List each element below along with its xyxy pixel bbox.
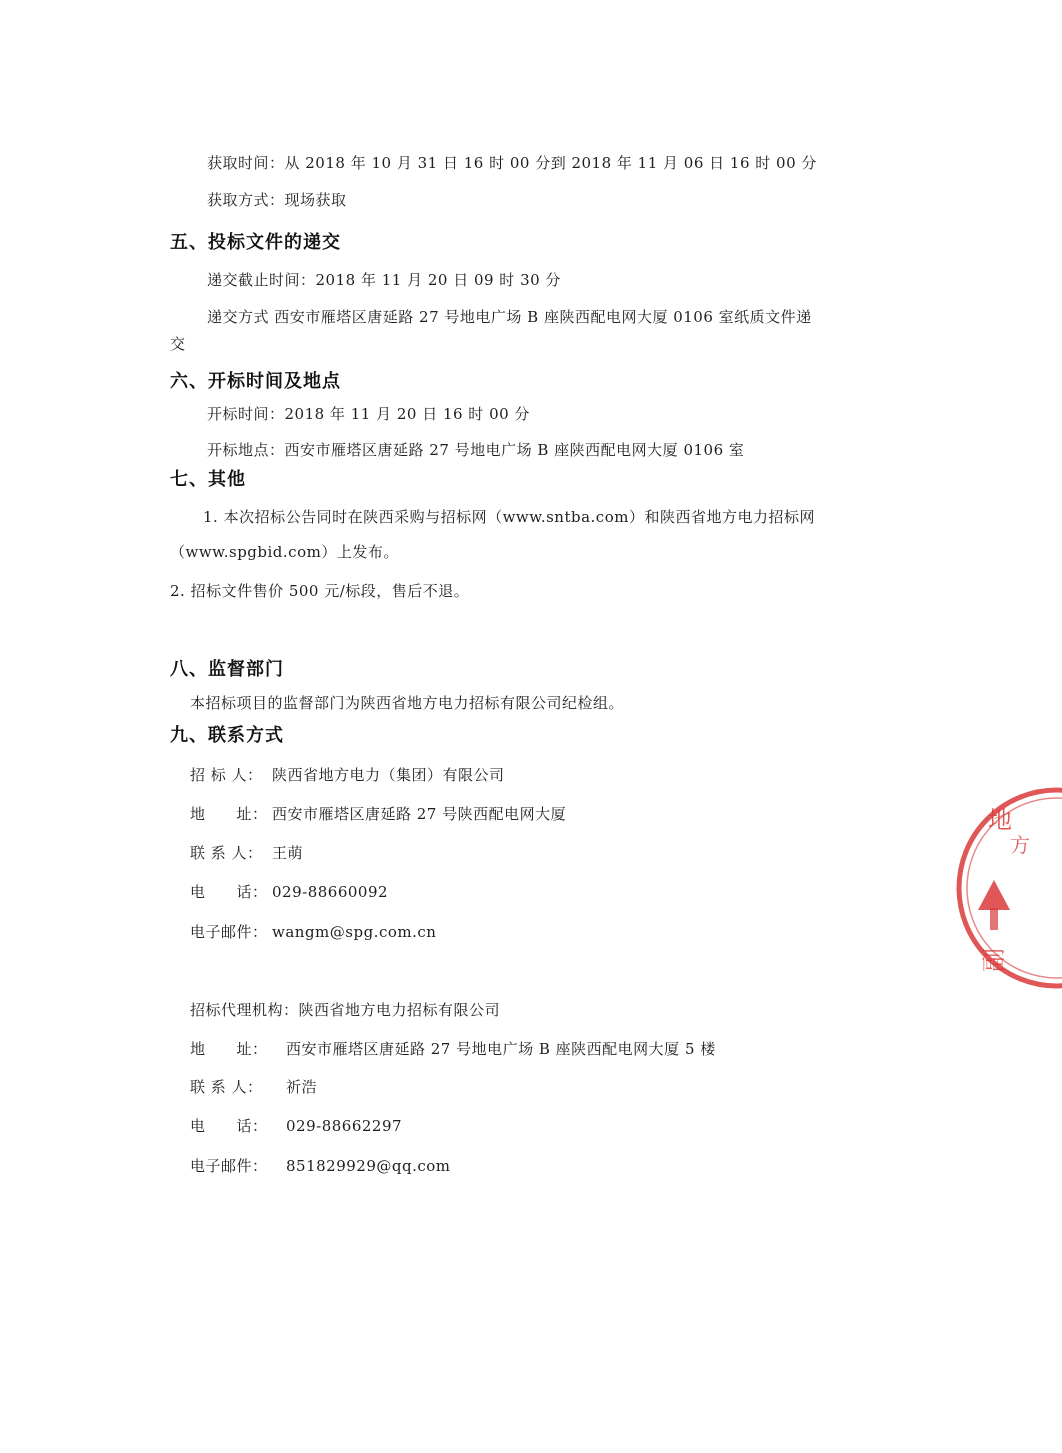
section-5-heading: 五、投标文件的递交 [170,232,341,253]
agency-contact-value: 祈浩 [286,1078,318,1096]
tenderer-address-value: 西安市雁塔区唐延路 27 号陕西配电网大厦 [272,805,567,823]
tenderer-address-row [190,803,566,824]
submission-method-line: 递交方式 西安市雁塔区唐延路 27 号地电广场 B 座陕西配电网大厦 0106 室纸质文件递 [207,308,812,326]
svg-text:副: 副 [980,948,1008,972]
agency-name-value: 陕西省地方电力招标有限公司 [298,1001,501,1019]
agency-phone-label: 电 话： [190,1117,268,1135]
agency-contact-label: 联 系 人： [190,1078,263,1096]
tenderer-contact-value: 王萌 [272,844,304,862]
get-method-line: 获取方式：现场获取 [207,191,347,209]
tenderer-phone-label: 电 话： [190,883,268,901]
submission-method-line-continued: 交 [170,335,186,353]
other-item-2-line: 2. 招标文件售价 500 元/标段，售后不退。 [170,582,470,600]
section-7-heading: 七、其他 [170,469,246,490]
agency-phone-value: 029-88662297 [286,1117,403,1135]
tenderer-email-row [190,921,436,942]
opening-time-line: 开标时间：2018 年 11 月 20 日 16 时 00 分 [207,405,530,423]
agency-name-row [190,999,500,1020]
agency-email-value: 851829929@qq.com [286,1157,451,1175]
agency-address-label: 地 址： [190,1040,268,1058]
tenderer-email-value: wangm@spg.com.cn [272,923,437,941]
other-item-1-line-continued: （www.spgbid.com）上发布。 [170,543,399,561]
tenderer-contact-row [190,842,303,863]
agency-email-label: 电子邮件： [190,1157,268,1175]
agency-phone-row [190,1115,402,1136]
agency-email-row [190,1155,451,1176]
section-8-heading: 八、监督部门 [170,659,284,680]
tenderer-email-label: 电子邮件： [190,923,268,941]
tenderer-contact-label: 联 系 人： [190,844,263,862]
supervision-text: 本招标项目的监督部门为陕西省地方电力招标有限公司纪检组。 [190,694,625,712]
official-seal-stamp [952,780,1062,995]
tenderer-address-label: 地 址： [190,805,268,823]
tenderer-name-value: 陕西省地方电力（集团）有限公司 [272,766,505,784]
agency-address-value: 西安市雁塔区唐延路 27 号地电广场 B 座陕西配电网大厦 5 楼 [286,1040,716,1058]
section-9-heading: 九、联系方式 [170,725,284,746]
opening-place-line: 开标地点：西安市雁塔区唐延路 27 号地电广场 B 座陕西配电网大厦 0106 室 [207,441,745,459]
tenderer-phone-value: 029-88660092 [272,883,389,901]
section-6-heading: 六、开标时间及地点 [170,371,341,392]
other-item-1-line: 1. 本次招标公告同时在陕西采购与招标网（www.sntba.com）和陕西省地方电力招标网 [203,508,815,526]
svg-text:方: 方 [1010,833,1030,857]
tenderer-name-row [190,764,505,785]
get-time-line: 获取时间：从 2018 年 10 月 31 日 16 时 00 分到 2018 年 11 月 06 日 16 时 00 分 [207,154,817,172]
agency-address-row [190,1038,716,1059]
submission-deadline-line: 递交截止时间：2018 年 11 月 20 日 09 时 30 分 [207,271,561,289]
tenderer-name-label: 招 标 人： [190,766,263,784]
agency-contact-row [190,1076,317,1097]
svg-text:地: 地 [988,806,1012,834]
tenderer-phone-row [190,881,388,902]
agency-name-label: 招标代理机构： [190,1001,299,1019]
